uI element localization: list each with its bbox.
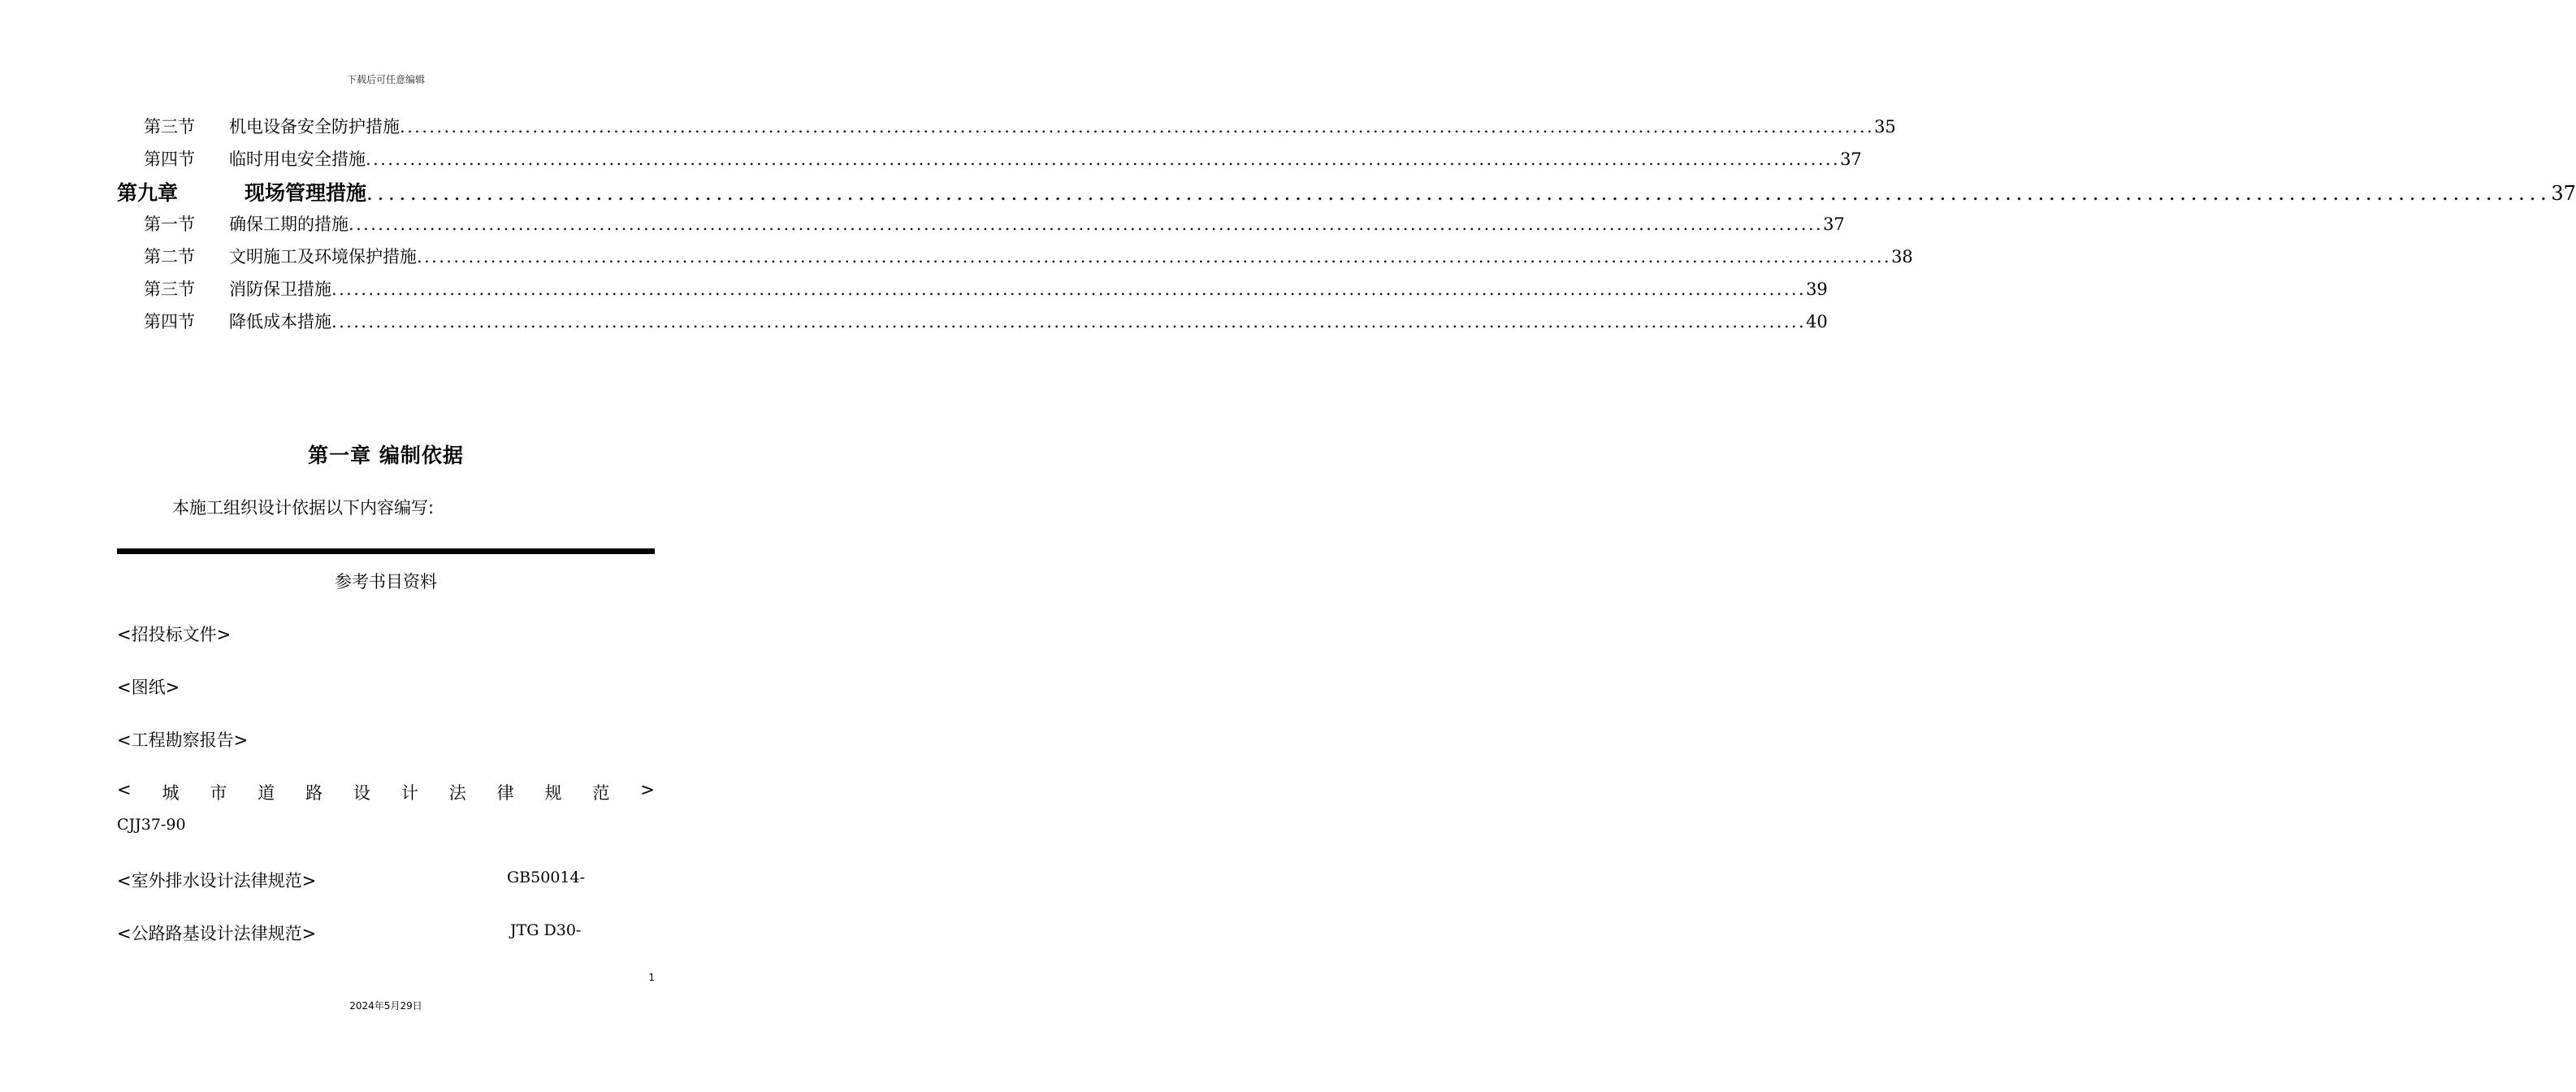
reference-item: <室外排水设计法律规范> [117, 871, 317, 890]
reference-char: 法 [448, 783, 466, 803]
toc-page-number: 35 [1874, 117, 1896, 136]
toc-dot-leader: ........................................................................................................................................................................................................ [366, 181, 2552, 205]
toc-dot-leader: ........................................................................................................................................................................................................ [400, 117, 1875, 136]
reference-char: 计 [400, 783, 418, 803]
toc-label: 第一节 [144, 214, 195, 234]
reference-code: JTG D30- [510, 921, 582, 939]
table-header: 参考书目资料 [335, 572, 437, 592]
reference-char: 律 [496, 783, 514, 803]
toc-title: 降低成本措施 [229, 312, 331, 332]
reference-item: <公路路基设计法律规范> [117, 924, 317, 943]
toc-entry-section[interactable] [117, 211, 1845, 236]
toc-dot-leader: ........................................................................................................................................................................................................ [366, 150, 1841, 169]
reference-item: <工程勘察报告> [117, 730, 249, 750]
toc-entry-section[interactable] [117, 244, 1913, 268]
toc-dot-leader: ........................................................................................................................................................................................................ [331, 280, 1807, 299]
toc-entry-section[interactable] [117, 114, 1896, 138]
toc-title: 消防保卫措施 [229, 280, 331, 299]
reference-char: 范 [592, 783, 610, 803]
reference-item-spread [117, 780, 655, 804]
footer-date: 2024年5月29日 [349, 1000, 422, 1012]
toc-page-number: 37 [1823, 214, 1845, 234]
table-top-rule [117, 548, 655, 554]
toc-label: 第九章 [117, 181, 179, 205]
toc-label: 第四节 [144, 312, 195, 332]
toc-dot-leader: ........................................................................................................................................................................................................ [349, 214, 1824, 234]
toc-page-number: 38 [1891, 247, 1913, 266]
toc-label: 第二节 [144, 247, 195, 266]
reference-code: GB50014- [507, 869, 586, 886]
chapter-heading: 第一章 编制依据 [308, 444, 464, 467]
reference-code: CJJ37-90 [117, 816, 186, 834]
toc-title: 现场管理措施 [245, 181, 367, 205]
header-note: 下载后可任意编辑 [346, 74, 425, 85]
toc-title: 文明施工及环境保护措施 [229, 247, 417, 266]
toc-page-number: 37 [2551, 182, 2576, 205]
toc-dot-leader: ........................................................................................................................................................................................................ [417, 247, 1892, 266]
reference-char: < [117, 780, 132, 800]
reference-char: 规 [544, 783, 562, 803]
page-number: 1 [648, 972, 655, 983]
toc-label: 第四节 [144, 150, 195, 169]
intro-text: 本施工组织设计依据以下内容编写: [172, 498, 435, 518]
reference-char: > [640, 780, 655, 800]
reference-item: <图纸> [117, 678, 180, 697]
reference-char: 城 [162, 783, 180, 803]
toc-page-number: 40 [1806, 312, 1828, 332]
toc-entry-chapter[interactable] [117, 177, 2576, 205]
toc-title: 机电设备安全防护措施 [229, 117, 400, 136]
toc-page-number: 39 [1806, 280, 1828, 299]
toc-label: 第三节 [144, 117, 195, 136]
toc-entry-section[interactable] [117, 146, 1862, 171]
toc-entry-section[interactable] [117, 276, 1828, 301]
reference-char: 路 [305, 783, 323, 803]
reference-char: 道 [258, 783, 275, 803]
toc-title: 确保工期的措施 [229, 214, 349, 234]
toc-dot-leader: ........................................................................................................................................................................................................ [331, 312, 1807, 332]
reference-char: 市 [210, 783, 227, 803]
reference-char: 设 [353, 783, 370, 803]
reference-item: <招投标文件> [117, 625, 232, 644]
toc-title: 临时用电安全措施 [229, 150, 366, 169]
toc-label: 第三节 [144, 280, 195, 299]
toc-entry-section[interactable] [117, 309, 1828, 333]
toc-page-number: 37 [1840, 150, 1862, 169]
